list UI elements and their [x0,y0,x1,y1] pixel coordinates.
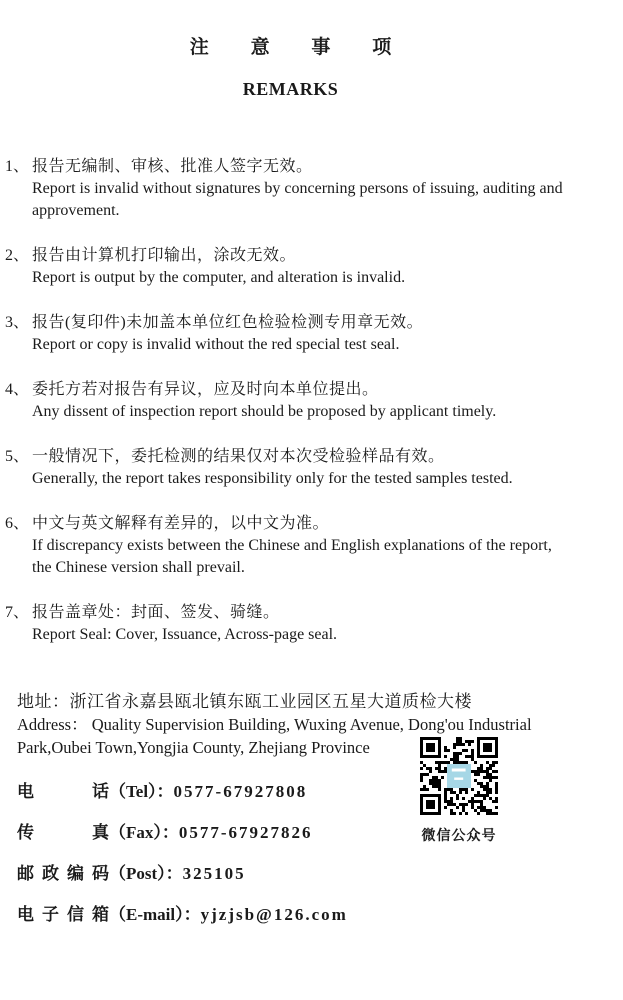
item-number: 7、 [5,604,30,621]
contact-label: 电子信箱 [17,905,109,924]
address-zh: 地址：浙江省永嘉县瓯北镇东瓯工业园区五星大道质检大楼 [17,692,472,711]
item-text-en: Any dissent of inspection report should be proposed by applicant timely. [32,403,497,420]
contact-post [17,863,573,885]
wechat-qr-caption: 微信公众号 [421,829,497,844]
contact-bracket: （Fax）： [109,823,179,842]
contact-bracket: （Post）： [109,864,183,883]
item-text-en: Generally, the report takes responsibility only for the tested samples tested. [32,470,513,487]
contact-bracket: （E-mail）： [109,905,201,924]
post-value: 325105 [182,864,246,883]
item-text-zh: 中文与英文解释有差异的，以中文为准。 [32,515,330,532]
contact-email [17,904,573,926]
page-title: 注意事项 [189,37,433,58]
address-en: Address： Quality Supervision Building, Wuxing Avenue, Dong'ou Industrial Park,Oubei Town,Yongjia County, Zhejiang Province [17,715,532,757]
email-value: yjzjsb@126.com [200,905,348,924]
remark-item-2 [5,245,573,289]
item-text-en: Report Seal: Cover, Issuance, Across-page seal. [32,626,338,643]
item-number: 1、 [5,158,30,175]
tel-value: 0577-67927808 [173,782,308,801]
item-text-en: If discrepancy exists between the Chinese and English explanations of the report, the Chinese version shall prevail. [32,537,552,576]
contact-label: 传真 [17,823,109,842]
item-text-zh: 报告(复印件)未加盖本单位红色检验检测专用章无效。 [32,314,424,331]
remark-item-5 [5,446,573,490]
remark-item-6 [5,513,573,579]
remarks-list [5,156,573,646]
item-number: 4、 [5,381,30,398]
contact-bracket: （Tel）： [109,782,174,801]
item-text-zh: 报告由计算机打印输出，涂改无效。 [32,247,297,264]
item-number: 3、 [5,314,30,331]
wechat-qr-block [420,737,498,845]
remark-item-7 [5,602,573,646]
wechat-qr-code [420,737,498,815]
contact-label: 邮政编码 [17,864,109,883]
item-text-zh: 报告盖章处：封面、签发、骑缝。 [32,604,280,621]
item-text-zh: 一般情况下，委托检测的结果仅对本次受检验样品有效。 [32,448,445,465]
item-number: 6、 [5,515,30,532]
fax-value: 0577-67927826 [178,823,313,842]
contact-label: 电话 [17,782,109,801]
remark-item-1 [5,156,573,222]
item-text-zh: 委托方若对报告有异议，应及时向本单位提出。 [32,381,379,398]
remark-item-4 [5,379,573,423]
item-text-en: Report is output by the computer, and alteration is invalid. [32,269,406,286]
item-text-zh: 报告无编制、审核、批准人签字无效。 [32,158,313,175]
remark-item-3 [5,312,573,356]
page-subtitle: REMARKS [242,79,339,99]
item-number: 5、 [5,448,30,465]
item-text-en: Report or copy is invalid without the red special test seal. [32,336,400,353]
item-text-en: Report is invalid without signatures by concerning persons of issuing, auditing and approvement. [32,180,563,219]
item-number: 2、 [5,247,30,264]
